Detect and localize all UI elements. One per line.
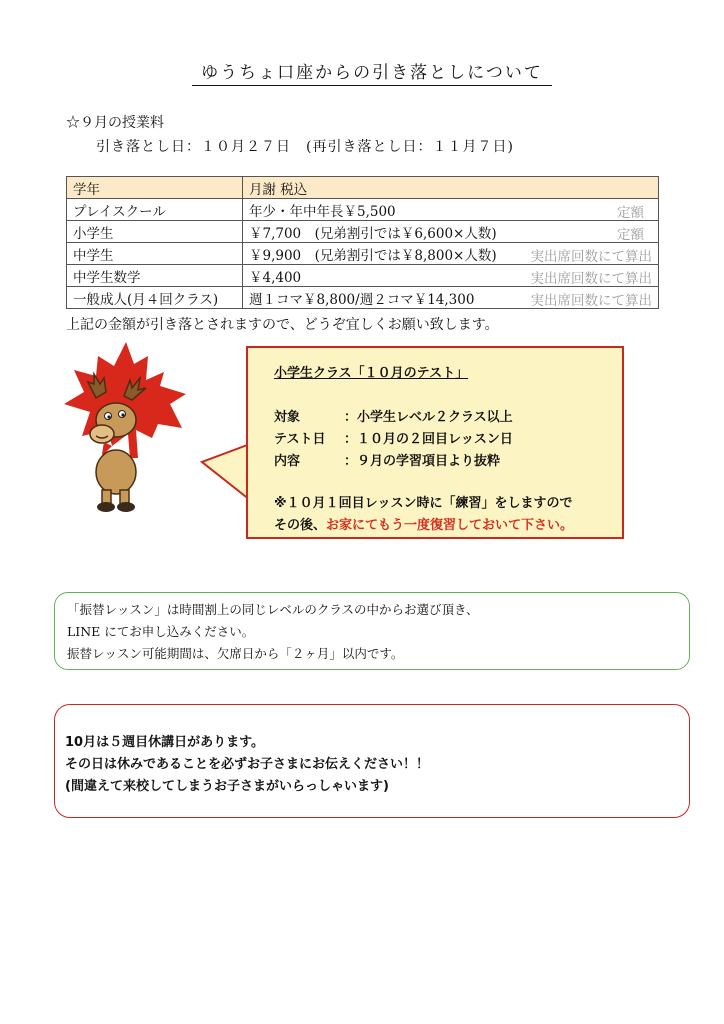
moose-mascot-illustration bbox=[60, 342, 190, 517]
grade-cell: 一般成人(月４回クラス) bbox=[67, 287, 243, 309]
review-note-line bbox=[274, 514, 573, 533]
table-header-row bbox=[67, 177, 659, 199]
review-note-highlight: お家にてもう一度復習しておいて下さい。 bbox=[326, 518, 574, 533]
makeup-line-3: 振替レッスン可能期間は、欠席日から「２ヶ月」以内です。 bbox=[67, 646, 404, 661]
practice-note-line: ※１０月１回目レッスン時に「練習」をしますので bbox=[274, 496, 573, 511]
content-value: ：９月の学習項目より抜粋 bbox=[344, 454, 501, 469]
fee-cell bbox=[243, 265, 659, 287]
fee-header: 月謝 税込 bbox=[243, 177, 659, 199]
test-date-value: ：１０月の２回目レッスン日 bbox=[344, 432, 513, 447]
table-row bbox=[67, 243, 659, 265]
fee-note: 定額 bbox=[617, 205, 644, 221]
makeup-line-1: 「振替レッスン」は時間割上の同じレベルのクラスの中からお選び頂き、 bbox=[67, 602, 479, 617]
summary-text: 上記の金額が引き落とされますので、どうぞ宜しくお願い致します。 bbox=[66, 317, 499, 333]
fee-note: 実出席回数にて算出 bbox=[530, 271, 652, 287]
grade-cell: 小学生 bbox=[67, 221, 243, 243]
fee-note: 定額 bbox=[617, 227, 644, 243]
fee-cell bbox=[243, 221, 659, 243]
content-label: 内容 bbox=[274, 454, 301, 469]
fee-cell bbox=[243, 287, 659, 309]
review-note-prefix: その後、 bbox=[274, 518, 327, 533]
fee-value: ￥7,700 (兄弟割引では￥6,600×人数) bbox=[249, 225, 497, 242]
section-heading: ☆９月の授業料 bbox=[66, 115, 164, 131]
maple-leaf-icon bbox=[64, 342, 186, 458]
holiday-notice bbox=[54, 704, 690, 818]
holiday-line-2: その日は休みであることを必ずお子さまにお伝えください！！ bbox=[65, 757, 430, 772]
fee-value: 週１コマ￥8,800/週２コマ￥14,300 bbox=[249, 291, 475, 308]
target-value: ：小学生レベル２クラス以上 bbox=[344, 410, 513, 425]
fee-value: ￥4,400 bbox=[249, 269, 302, 286]
page-title: ゆうちょ口座からの引き落としについて bbox=[192, 58, 552, 86]
fee-cell bbox=[243, 243, 659, 265]
table-row bbox=[67, 265, 659, 287]
makeup-lesson-notice bbox=[54, 592, 690, 670]
fee-cell bbox=[243, 199, 659, 221]
test-notice-title: 小学生クラス「１０月のテスト」 bbox=[274, 366, 469, 381]
fee-note: 実出席回数にて算出 bbox=[530, 249, 652, 265]
fee-value: ￥9,900 (兄弟割引では￥8,800×人数) bbox=[249, 247, 497, 264]
grade-cell: 中学生 bbox=[67, 243, 243, 265]
holiday-line-1: 10月は５週目休講日があります。 bbox=[65, 735, 265, 750]
makeup-line-2: LINE にてお申し込みください。 bbox=[67, 624, 255, 639]
test-notice-bubble bbox=[246, 346, 624, 539]
target-row bbox=[274, 406, 513, 425]
fee-value: 年少・年中年長￥5,500 bbox=[249, 203, 396, 220]
table-row bbox=[67, 287, 659, 309]
speech-bubble-tail bbox=[200, 440, 252, 512]
holiday-line-3: (間違えて来校してしまうお子さまがいらっしゃいます) bbox=[65, 779, 389, 794]
fee-note: 実出席回数にて算出 bbox=[530, 293, 652, 309]
test-date-label: テスト日 bbox=[274, 432, 326, 447]
table-row bbox=[67, 199, 659, 221]
grade-cell: プレイスクール bbox=[67, 199, 243, 221]
grade-header: 学年 bbox=[67, 177, 243, 199]
content-row bbox=[274, 450, 500, 469]
grade-cell: 中学生数学 bbox=[67, 265, 243, 287]
debit-date-line: 引き落とし日：１０月２７日 (再引き落とし日：１１月７日) bbox=[96, 139, 514, 155]
target-label: 対象 bbox=[274, 410, 301, 425]
test-date-row bbox=[274, 428, 513, 447]
table-row bbox=[67, 221, 659, 243]
fees-table bbox=[66, 176, 659, 309]
